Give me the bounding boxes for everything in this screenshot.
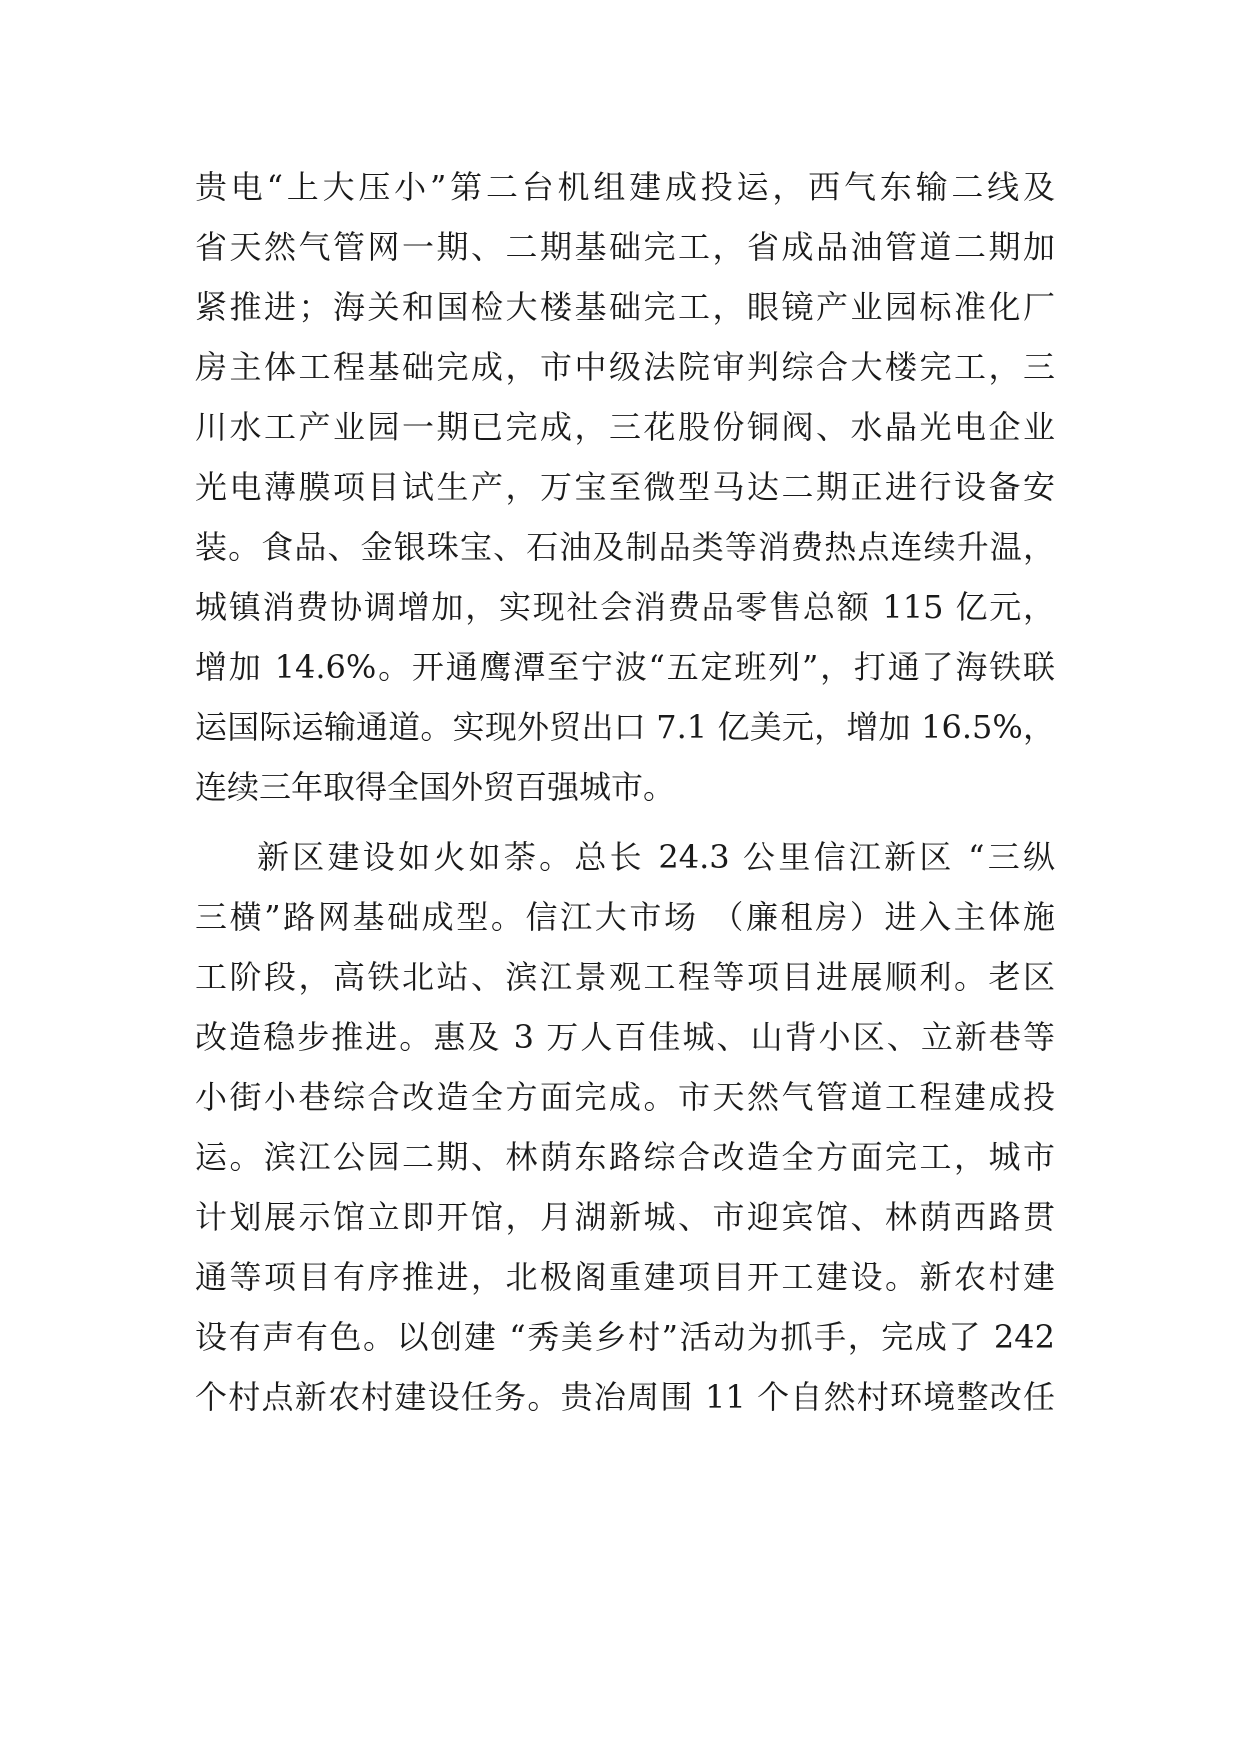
text-line: 连续三年取得全国外贸百强城市。 bbox=[195, 768, 676, 806]
text-line: 设有声有色。以创建 “秀美乡村”活动为抓手，完成了 242 bbox=[195, 1318, 1055, 1356]
text-line: 小街小巷综合改造全方面完成。市天然气管道工程建成投 bbox=[195, 1078, 1055, 1116]
text-line: 通等项目有序推进，北极阁重建项目开工建设。新农村建 bbox=[195, 1258, 1055, 1296]
text-line: 新区建设如火如荼。总长 24.3 公里信江新区 “三纵 bbox=[257, 838, 1055, 876]
text-line: 紧推进；海关和国检大楼基础完工，眼镜产业园标准化厂 bbox=[195, 288, 1055, 326]
text-line: 个村点新农村建设任务。贵冶周围 11 个自然村环境整改任 bbox=[195, 1378, 1055, 1416]
text-line: 运。滨江公园二期、林荫东路综合改造全方面完工，城市 bbox=[195, 1138, 1055, 1176]
text-line: 运国际运输通道。实现外贸出口 7.1 亿美元，增加 16.5%， bbox=[195, 708, 1055, 746]
text-line: 装。食品、金银珠宝、石油及制品类等消费热点连续升温， bbox=[195, 528, 1055, 566]
text-line: 房主体工程基础完成，市中级法院审判综合大楼完工，三 bbox=[195, 348, 1055, 386]
text-line: 川水工产业园一期已完成，三花股份铜阀、水晶光电企业 bbox=[195, 408, 1055, 446]
text-line: 省天然气管网一期、二期基础完工，省成品油管道二期加 bbox=[195, 228, 1055, 266]
text-line: 光电薄膜项目试生产，万宝至微型马达二期正进行设备安 bbox=[195, 468, 1055, 506]
text-line: 工阶段，高铁北站、滨江景观工程等项目进展顺利。老区 bbox=[195, 958, 1055, 996]
text-line: 计划展示馆立即开馆，月湖新城、市迎宾馆、林荫西路贯 bbox=[195, 1198, 1055, 1236]
text-line: 贵电“上大压小”第二台机组建成投运，西气东输二线及 bbox=[195, 168, 1055, 206]
text-line: 三横”路网基础成型。信江大市场 （廉租房）进入主体施 bbox=[195, 898, 1055, 936]
text-line: 改造稳步推进。惠及 3 万人百佳城、山背小区、立新巷等 bbox=[195, 1018, 1055, 1056]
text-line: 增加 14.6%。开通鹰潭至宁波“五定班列”，打通了海铁联 bbox=[195, 648, 1055, 686]
text-line: 城镇消费协调增加，实现社会消费品零售总额 115 亿元， bbox=[195, 588, 1055, 626]
